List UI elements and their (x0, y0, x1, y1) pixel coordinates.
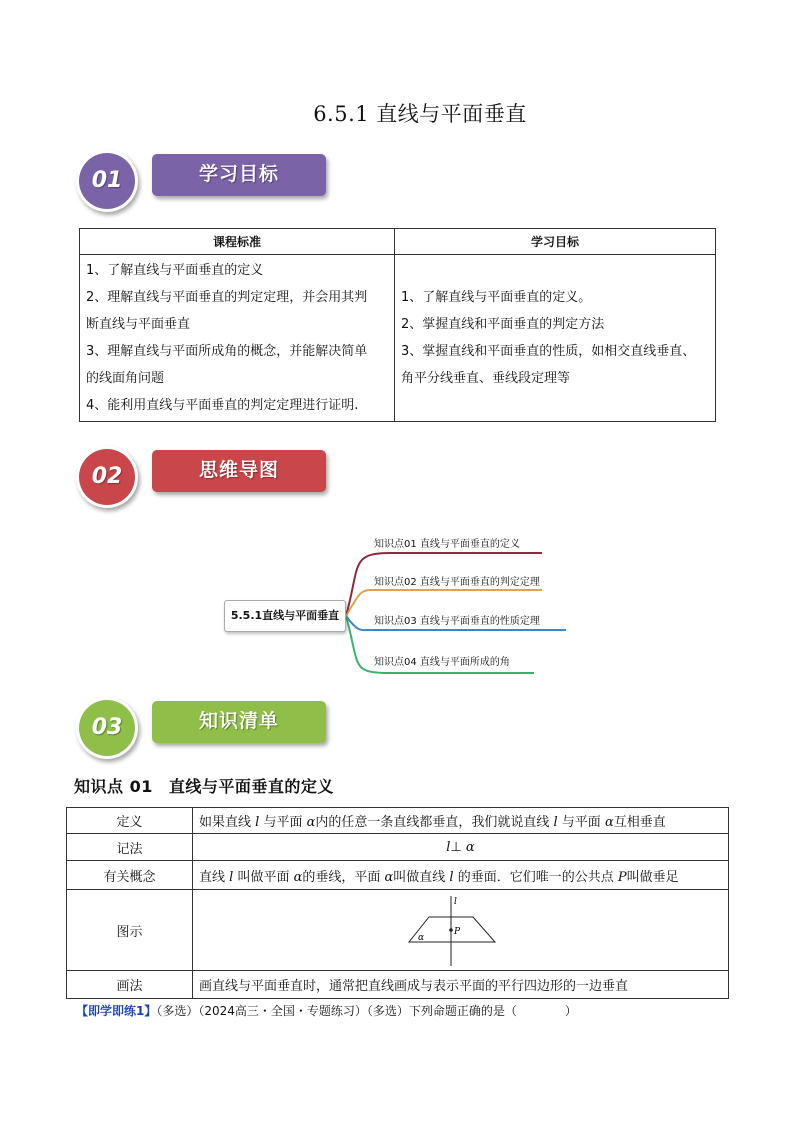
figure-label-p: P (453, 927, 460, 937)
knowledge-heading: 知识点 01 直线与平面垂直的定义 (74, 777, 334, 796)
table-row (67, 971, 729, 999)
mind-map-branch-4: 知识点04 直线与平面所成的角 (374, 657, 510, 668)
section-header-objectives (76, 150, 336, 212)
figure-label-alpha: α (417, 933, 424, 943)
mind-map-branch-2: 知识点02 直线与平面垂直的判定定理 (374, 577, 540, 588)
row-value (193, 890, 729, 971)
standard-line: 2、理解直线与平面垂直的判定定理，并会用其判 (86, 290, 368, 305)
figure-label-l: l (453, 897, 457, 907)
definition-table (66, 807, 729, 999)
section-number-badge: 03 (76, 697, 138, 759)
mind-map (220, 526, 580, 682)
section-number-badge: 02 (76, 446, 138, 508)
practice-text: （多选）（2024高三・全国・专题练习）（多选）下列命题正确的是（ ） (156, 1004, 577, 1018)
row-value: 如果直线 l 与平面 α内的任意一条直线都垂直，我们就说直线 l 与平面 α互相垂直 (193, 808, 729, 834)
goal-line: 3、掌握直线和平面垂直的性质，如相交直线垂直、 (401, 344, 696, 359)
goal-line: 角平分线垂直、垂线段定理等 (401, 371, 571, 386)
section-header-knowledge (76, 697, 336, 759)
row-value: l⊥ α (193, 834, 729, 861)
standards-cell (80, 255, 395, 422)
row-value: 画直线与平面垂直时，通常把直线画成与表示平面的平行四边形的一边垂直 (193, 971, 729, 999)
goal-line: 2、掌握直线和平面垂直的判定方法 (401, 317, 605, 332)
table-row (67, 890, 729, 971)
section-title-bar: 学习目标 (152, 154, 326, 196)
row-key: 有关概念 (67, 861, 193, 890)
mind-map-branch-1: 知识点01 直线与平面垂直的定义 (374, 539, 520, 550)
row-key: 图示 (67, 890, 193, 971)
standard-line: 断直线与平面垂直 (86, 317, 191, 332)
goal-line: 1、了解直线与平面垂直的定义。 (401, 290, 592, 305)
standard-line: 1、了解直线与平面垂直的定义 (86, 263, 264, 278)
section-title-bar: 知识清单 (152, 701, 326, 743)
col-header-goals: 学习目标 (395, 229, 716, 255)
standard-line: 的线面角问题 (86, 371, 165, 386)
table-row (67, 861, 729, 890)
practice-prompt (76, 1002, 577, 1019)
practice-tag: 【即学即练1】 (76, 1004, 157, 1018)
standard-line: 4、能利用直线与平面垂直的判定定理进行证明. (86, 398, 359, 413)
section-header-mindmap (76, 446, 336, 508)
standard-line: 3、理解直线与平面所成角的概念，并能解决简单 (86, 344, 368, 359)
mind-map-root: 5.5.1直线与平面垂直 (224, 600, 346, 632)
page-title: 6.5.1 直线与平面垂直 (313, 102, 527, 126)
row-key: 画法 (67, 971, 193, 999)
row-key: 定义 (67, 808, 193, 834)
row-key: 记法 (67, 834, 193, 861)
table-row (67, 834, 729, 861)
row-value: 直线 l 叫做平面 α的垂线，平面 α叫做直线 l 的垂面．它们唯一的公共点 P叫做垂足 (193, 861, 729, 890)
perpendicular-figure (405, 894, 505, 966)
col-header-standards: 课程标准 (80, 229, 395, 255)
objectives-table (79, 228, 716, 422)
section-title-bar: 思维导图 (152, 450, 326, 492)
goals-cell (395, 255, 716, 422)
section-number-badge: 01 (76, 150, 138, 212)
mind-map-branch-3: 知识点03 直线与平面垂直的性质定理 (374, 616, 540, 627)
table-row (67, 808, 729, 834)
